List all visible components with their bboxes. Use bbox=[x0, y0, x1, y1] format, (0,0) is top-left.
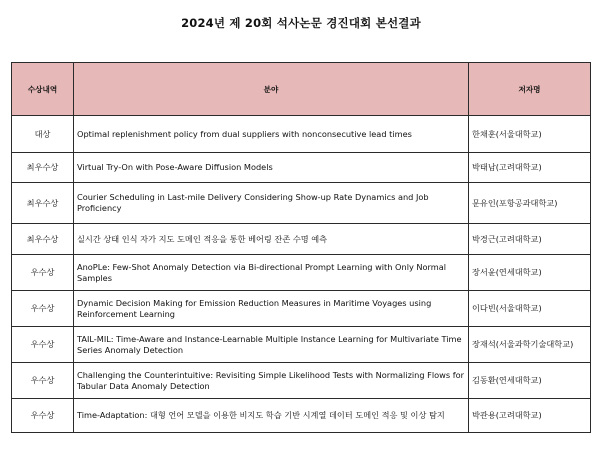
award-cell: 우수상 bbox=[12, 363, 74, 399]
table-header bbox=[12, 63, 591, 116]
header-field: 분야 bbox=[74, 63, 469, 116]
results-table bbox=[11, 62, 591, 433]
author-cell: 이다빈(서울대학교) bbox=[469, 291, 591, 327]
author-cell: 김동환(연세대학교) bbox=[469, 363, 591, 399]
field-cell: Optimal replenishment policy from dual suppliers with nonconsecutive lead times bbox=[74, 116, 469, 153]
award-cell: 최우수상 bbox=[12, 183, 74, 224]
author-cell: 문유인(포항공과대학교) bbox=[469, 183, 591, 224]
page-title: 2024년 제 20회 석사논문 경진대회 본선결과 bbox=[181, 16, 421, 30]
table-row bbox=[12, 363, 591, 399]
award-cell: 우수상 bbox=[12, 399, 74, 433]
award-cell: 우수상 bbox=[12, 255, 74, 291]
author-cell: 장서윤(연세대학교) bbox=[469, 255, 591, 291]
header-row bbox=[12, 63, 591, 116]
table-row bbox=[12, 224, 591, 255]
field-cell: Challenging the Counterintuitive: Revisiting Simple Likelihood Tests with Normalizing Flows for Tabular Data Anomaly Detection bbox=[74, 363, 469, 399]
table-body bbox=[12, 116, 591, 433]
table-row bbox=[12, 327, 591, 363]
award-cell: 최우수상 bbox=[12, 224, 74, 255]
author-cell: 박태남(고려대학교) bbox=[469, 153, 591, 183]
field-cell: Time-Adaptation: 대형 언어 모델을 이용한 비지도 학습 기반 시계열 데이터 도메인 적응 및 이상 탐지 bbox=[74, 399, 469, 433]
field-cell: TAIL-MIL: Time-Aware and Instance-Learnable Multiple Instance Learning for Multivariate Time Series Anomaly Detection bbox=[74, 327, 469, 363]
table-row bbox=[12, 255, 591, 291]
award-cell: 우수상 bbox=[12, 291, 74, 327]
header-author: 저자명 bbox=[469, 63, 591, 116]
table-row bbox=[12, 116, 591, 153]
award-cell: 우수상 bbox=[12, 327, 74, 363]
header-award: 수상내역 bbox=[12, 63, 74, 116]
author-cell: 한채훈(서울대학교) bbox=[469, 116, 591, 153]
field-cell: Virtual Try-On with Pose-Aware Diffusion Models bbox=[74, 153, 469, 183]
table-row bbox=[12, 183, 591, 224]
field-cell: 실시간 상태 인식 자가 지도 도메인 적응을 통한 베어링 잔존 수명 예측 bbox=[74, 224, 469, 255]
author-cell: 박관용(고려대학교) bbox=[469, 399, 591, 433]
field-cell: Dynamic Decision Making for Emission Reduction Measures in Maritime Voyages using Reinforcement Learning bbox=[74, 291, 469, 327]
table-row bbox=[12, 399, 591, 433]
table-row bbox=[12, 153, 591, 183]
author-cell: 장재석(서울과학기술대학교) bbox=[469, 327, 591, 363]
table-row bbox=[12, 291, 591, 327]
field-cell: Courier Scheduling in Last-mile Delivery Considering Show-up Rate Dynamics and Job Proficiency bbox=[74, 183, 469, 224]
award-cell: 최우수상 bbox=[12, 153, 74, 183]
field-cell: AnoPLe: Few-Shot Anomaly Detection via Bi-directional Prompt Learning with Only Normal Samples bbox=[74, 255, 469, 291]
author-cell: 박경근(고려대학교) bbox=[469, 224, 591, 255]
award-cell: 대상 bbox=[12, 116, 74, 153]
